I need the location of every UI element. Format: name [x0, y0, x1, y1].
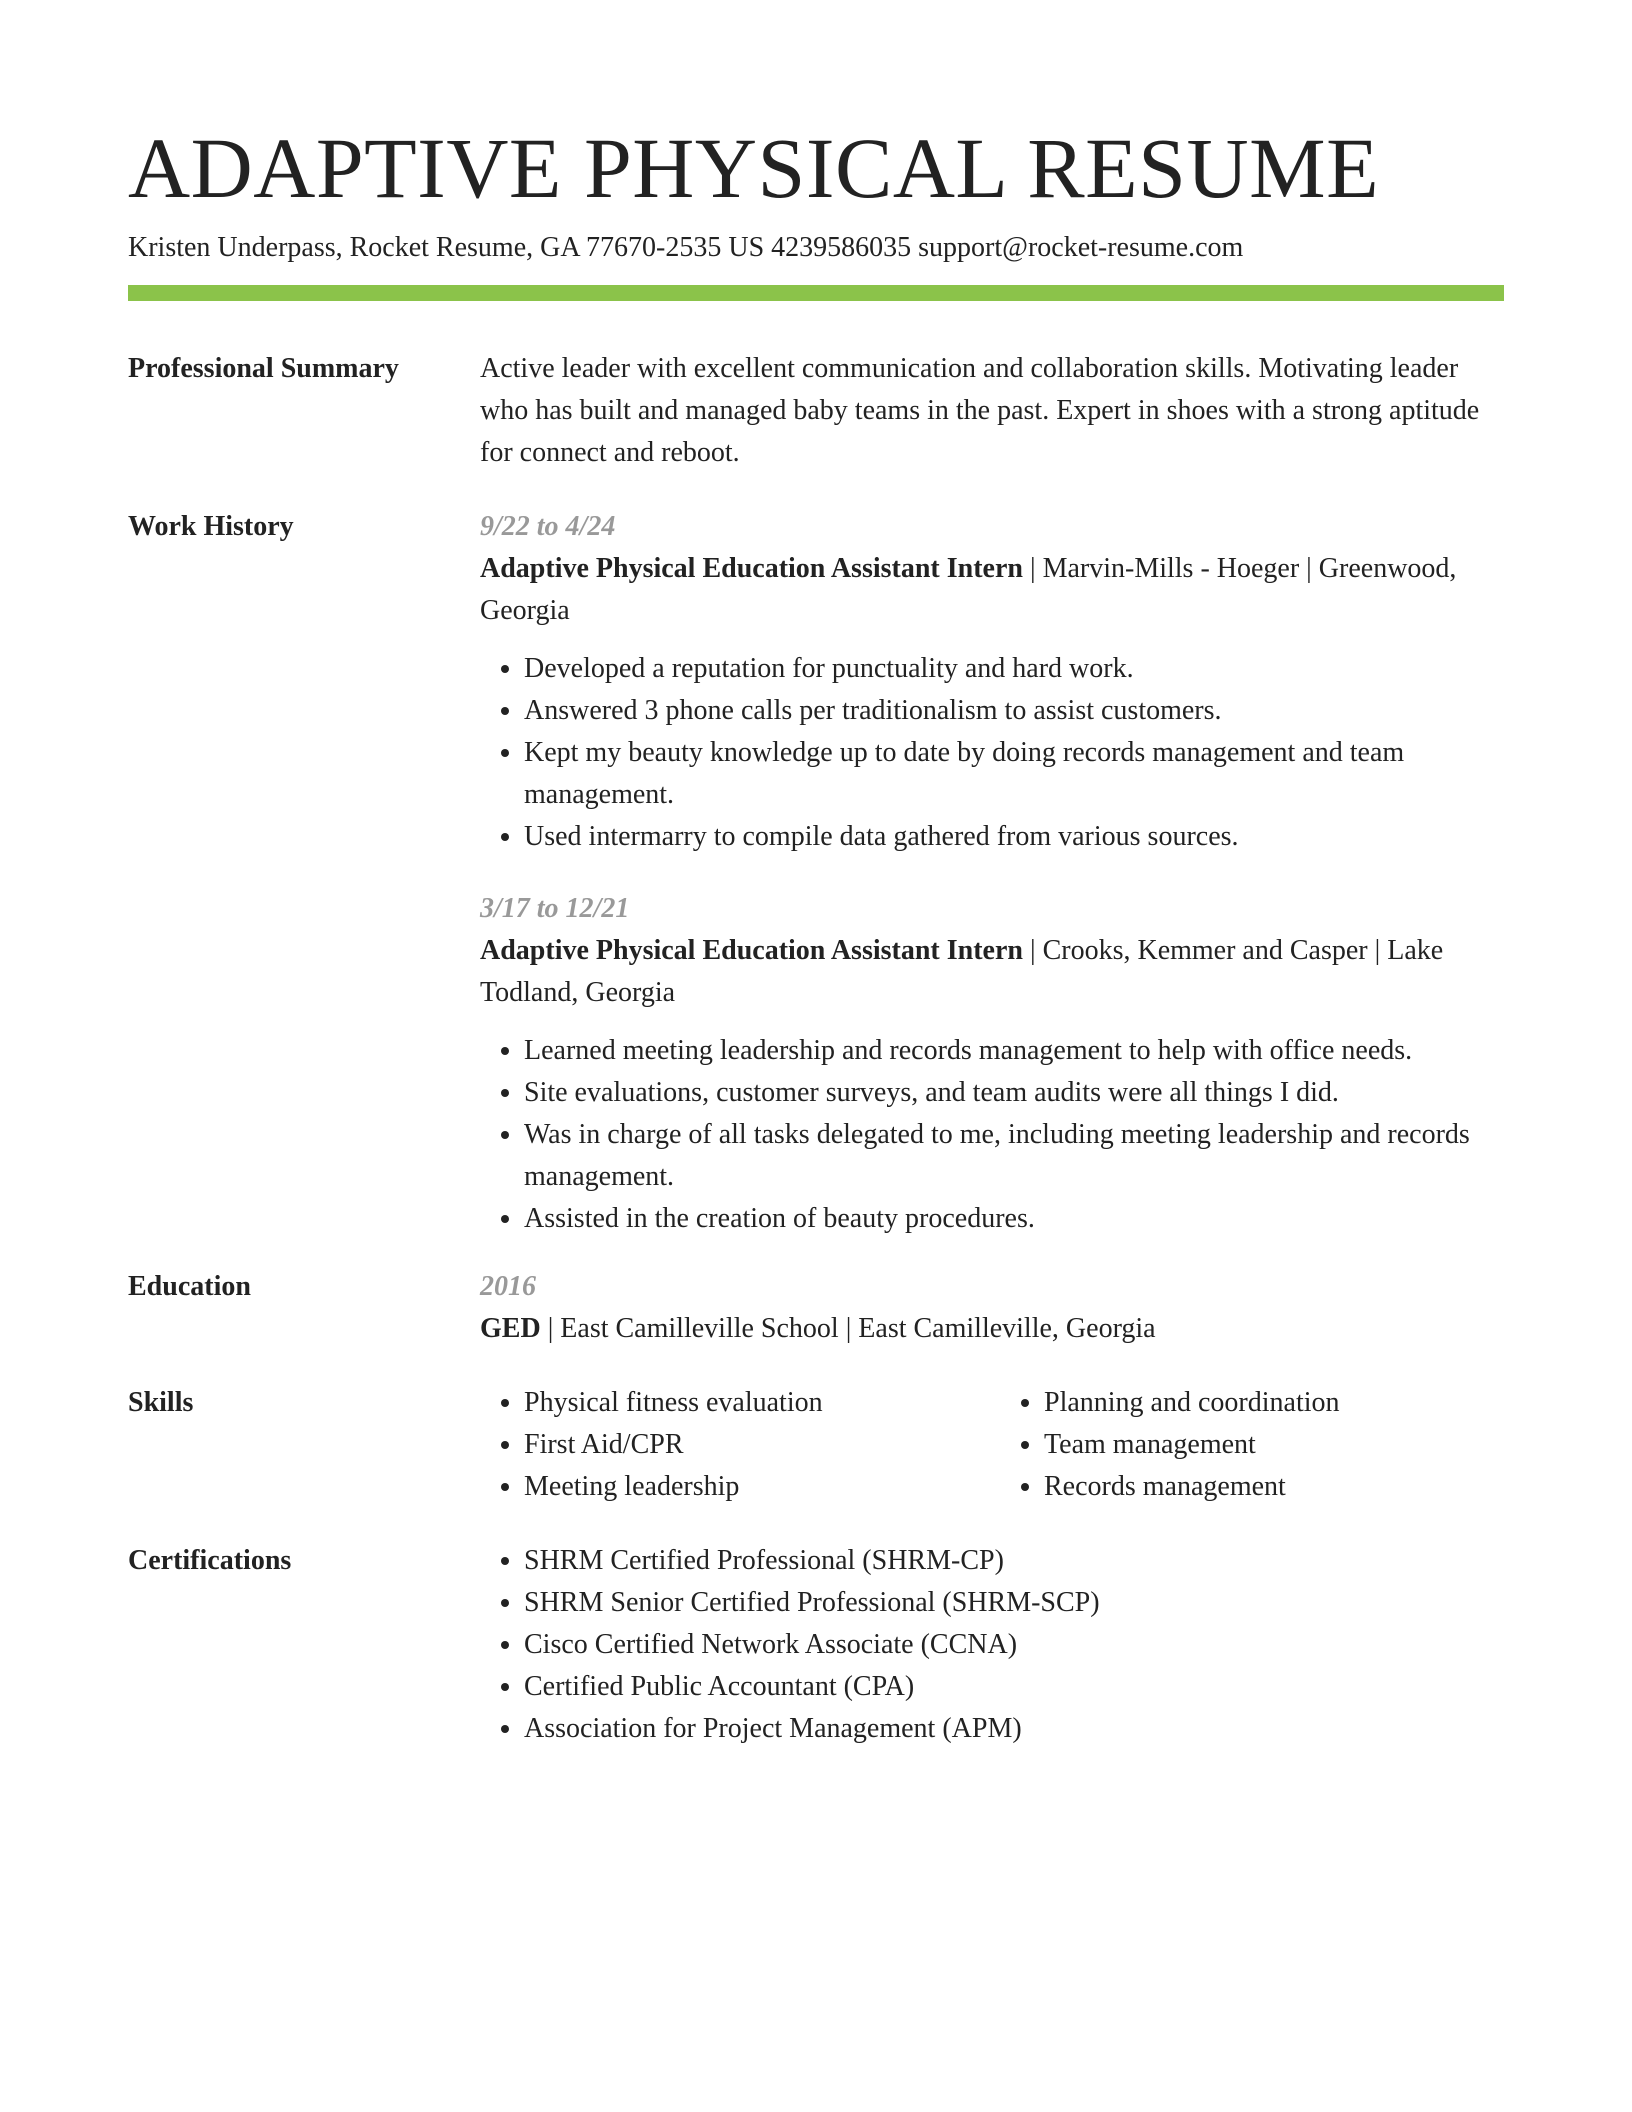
list-item: • Certified Public Accountant (CPA): [524, 1666, 1504, 1708]
job-heading: [480, 930, 1504, 1014]
list-item: • Records management: [1044, 1466, 1504, 1508]
list-item: • First Aid/CPR: [524, 1424, 984, 1466]
list-item: • SHRM Certified Professional (SHRM-CP): [524, 1540, 1504, 1582]
skills-grid: [480, 1382, 1504, 1508]
resume-title: ADAPTIVE PHYSICAL RESUME: [128, 120, 1380, 216]
work-history-label: Work History: [128, 511, 294, 542]
certifications-list: [480, 1540, 1504, 1750]
list-item: • SHRM Senior Certified Professional (SHRM-SCP): [524, 1582, 1504, 1624]
list-item: • Assisted in the creation of beauty procedures.: [524, 1198, 1504, 1240]
list-item: • Learned meeting leadership and records management to help with office needs.: [524, 1030, 1504, 1072]
list-item: • Used intermarry to compile data gathered from various sources.: [524, 816, 1504, 858]
job-entry: [480, 888, 1504, 1240]
list-item: • Developed a reputation for punctuality and hard work.: [524, 648, 1504, 690]
list-item: • Answered 3 phone calls per traditionalism to assist customers.: [524, 690, 1504, 732]
job-bullets: [480, 648, 1504, 858]
job-title: Adaptive Physical Education Assistant Intern: [480, 935, 1023, 966]
list-item: • Was in charge of all tasks delegated to me, including meeting leadership and records management.: [524, 1114, 1504, 1198]
summary-label: Professional Summary: [128, 353, 399, 384]
list-item: • Cisco Certified Network Associate (CCNA): [524, 1624, 1504, 1666]
skills-column-right: [984, 1382, 1504, 1508]
list-item: • Meeting leadership: [524, 1466, 984, 1508]
skills-body: [480, 1382, 1504, 1508]
list-item: • Association for Project Management (APM): [524, 1708, 1504, 1750]
list-item: • Physical fitness evaluation: [524, 1382, 984, 1424]
education-year: 2016: [480, 1271, 536, 1302]
certifications-label: Certifications: [128, 1545, 292, 1576]
job-title: Adaptive Physical Education Assistant Intern: [480, 553, 1023, 584]
list-item: • Planning and coordination: [1044, 1382, 1504, 1424]
education-degree: GED: [480, 1313, 541, 1344]
list-item: • Team management: [1044, 1424, 1504, 1466]
job-dates: 3/17 to 12/21: [480, 893, 630, 924]
certifications-body: [480, 1540, 1504, 1750]
summary-text: Active leader with excellent communication and collaboration skills. Motivating leader who has built and managed baby teams in the past. Expert in shoes with a strong aptitude for connect and reboot.: [480, 353, 1480, 468]
education-body: [480, 1266, 1504, 1350]
job-details: | Crooks, Kemmer and Casper | Lake Todland, Georgia: [480, 935, 1444, 1008]
job-details: | Marvin-Mills - Hoeger | Greenwood, Georgia: [480, 553, 1457, 626]
contact-line: Kristen Underpass, Rocket Resume, GA 77670-2535 US 4239586035 support@rocket-resume.com: [128, 232, 1244, 263]
job-heading: [480, 548, 1504, 632]
summary-body: [480, 348, 1504, 474]
list-item: • Kept my beauty knowledge up to date by doing records management and team management.: [524, 732, 1504, 816]
education-heading: [480, 1308, 1504, 1350]
list-item: • Site evaluations, customer surveys, and team audits were all things I did.: [524, 1072, 1504, 1114]
job-entry: [480, 506, 1504, 858]
job-bullets: [480, 1030, 1504, 1240]
education-details: | East Camilleville School | East Camilleville, Georgia: [540, 1313, 1156, 1344]
job-dates: 9/22 to 4/24: [480, 511, 616, 542]
skills-label: Skills: [128, 1387, 194, 1418]
header-divider: [128, 285, 1504, 301]
work-history-body: [480, 506, 1504, 1240]
education-label: Education: [128, 1271, 251, 1302]
skills-column-left: [480, 1382, 984, 1508]
